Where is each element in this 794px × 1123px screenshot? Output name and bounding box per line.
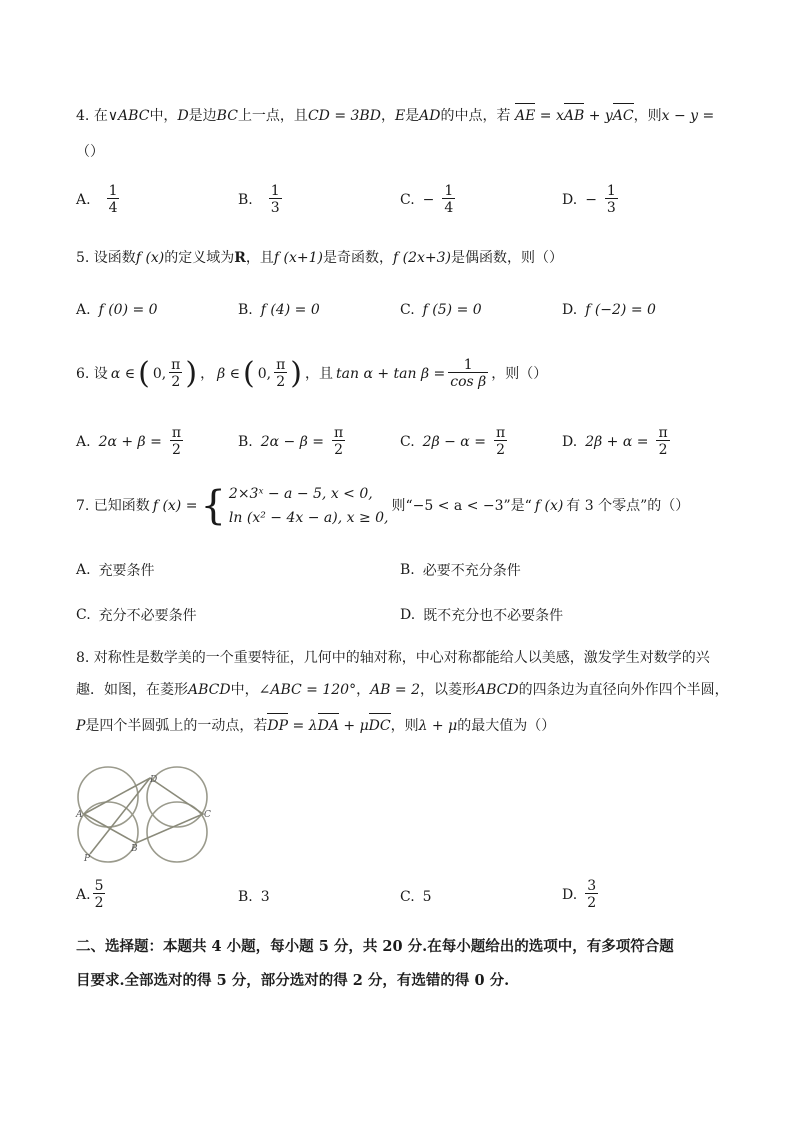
fraction: $\frac{1}{4}$ [444,183,454,216]
q5-option-b[interactable]: B. f (4) = 0 [238,302,320,318]
label-a: A [76,810,83,820]
fraction: $\frac{5}{2}$ [94,878,104,911]
q4-number: 4. [76,108,90,124]
q7-option-b[interactable]: B. 必要不充分条件 [400,562,521,579]
circle-ad [78,767,138,827]
q6-option-b[interactable]: B. 2α − β = $\frac{\pi}{2}$ [238,425,344,458]
q8-option-d[interactable]: D. $\frac{3}{2}$ [562,878,597,911]
label-p: P [84,854,91,864]
rhombus-abcd [84,778,203,843]
q7-option-c[interactable]: C. 充分不必要条件 [76,607,197,624]
q8-option-a[interactable]: A. $\frac{5}{2}$ [76,878,104,911]
label-d: D [150,775,158,785]
q4-paren: （） [76,144,104,160]
fraction: $\frac{\pi}{2}$ [171,425,182,458]
q4-option-c[interactable]: C. − $\frac{1}{4}$ [400,183,454,216]
q8-option-c[interactable]: C. 5 [400,889,432,905]
fraction: $\frac{1}{3}$ [270,183,280,216]
q7-option-a[interactable]: A. 充要条件 [76,562,155,579]
q4-option-b[interactable]: B. $\frac{1}{3}$ [238,183,280,216]
piecewise-cases: 2×3ˣ − a − 5, x < 0, ln (x² − 4x − a), x ≥ 0, [228,486,389,526]
q4-stem: 4. 在∨ABC中，D是边BC上一点，且CD = 3BD，E是AD的中点，若 AE = xAB + yAC，则x − y = [76,108,715,124]
fraction: $\frac{1}{3}$ [606,183,616,216]
fraction: $\frac{1}{4}$ [108,183,118,216]
section2-line1: 二、选择题：本题共 4 小题，每小题 5 分，共 20 分.在每小题给出的选项中，有多项符合题 [76,938,674,955]
fraction: $\frac{\pi}{2}$ [334,425,344,458]
q5-option-d[interactable]: D. f (−2) = 0 [562,302,656,318]
q5-stem: 5. 设函数f (x)的定义域为R，且f (x+1)是奇函数，f (2x+3)是偶函数，则（） [76,250,563,266]
q6-stem: 6. 设 α ∈ ( 0, $\frac{\pi}{2}$ ) ， β ∈ ( 0, $\frac{\pi}{2}$ ) ，且 tan α + tan β = $\frac{1}{\text{cos β}}$ ，则（） [76,355,548,391]
label-b: B [131,844,138,854]
fraction: $\frac{\pi}{2}$ [658,425,668,458]
q6-option-c[interactable]: C. 2β − α = $\frac{\pi}{2}$ [400,425,506,458]
segment-dp [90,778,150,854]
q8-option-b[interactable]: B. 3 [238,889,270,905]
rhombus-figure [70,760,230,864]
fraction: $\frac{3}{2}$ [587,878,597,911]
q4-option-a[interactable]: A. $\frac{1}{4}$ [76,183,118,216]
q5-option-c[interactable]: C. f (5) = 0 [400,302,482,318]
q8-line2: 趣．如图，在菱形ABCD中，∠ABC = 120°，AB = 2，以菱形ABCD的四条边为直径向外作四个半圆， [76,682,729,698]
q7-stem: 7. 已知函数 f (x) = { 2×3ˣ − a − 5, x < 0, ln (x² − 4x − a), x ≥ 0, 则“−5 < a < −3”是“ f (x) 有 3 个零点”的（） [76,483,690,529]
brace: { [200,483,226,529]
q5-option-a[interactable]: A. f (0) = 0 [76,302,158,318]
q4-option-d[interactable]: D. − $\frac{1}{3}$ [562,183,616,216]
q7-option-d[interactable]: D. 既不充分也不必要条件 [400,607,564,624]
fraction: $\frac{\pi}{2}$ [495,425,506,458]
q8-line3: P是四个半圆弧上的一动点，若DP = λDA + μDC，则λ + μ的最大值为（） [76,718,556,734]
label-c: C [204,810,211,820]
q6-option-d[interactable]: D. 2β + α = $\frac{\pi}{2}$ [562,425,668,458]
fraction: $\frac{1}{\text{cos β}}$ [450,357,487,390]
fraction: $\frac{\pi}{2}$ [276,357,286,390]
q6-option-a[interactable]: A. 2α + β = $\frac{\pi}{2}$ [76,425,182,458]
q8-line1: 8. 对称性是数学美的一个重要特征，几何中的轴对称，中心对称都能给人以美感，激发学生对数学的兴 [76,650,710,666]
fraction: $\frac{\pi}{2}$ [171,357,181,390]
section2-line2: 目要求.全部选对的得 5 分，部分选对的得 2 分，有选错的得 0 分. [76,972,510,989]
